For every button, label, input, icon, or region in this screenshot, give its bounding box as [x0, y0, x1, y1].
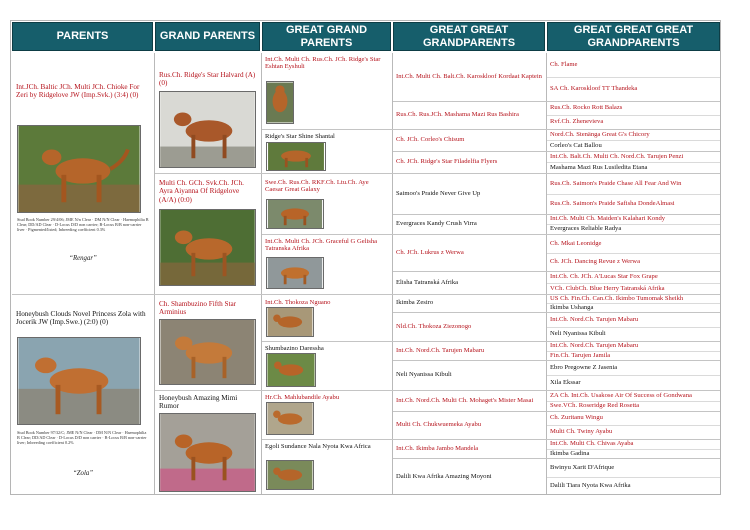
- sire-name: Int.JCh. Baltic JCh. Multi JCh. Chioke For Zeri by Ridgelove JW (Imp.Svk.) (3:4) (0): [16, 83, 140, 100]
- great-grandparent-name: Egoli Sundance Nala Nyota Kwa Africa: [265, 443, 371, 450]
- great-great-grandparent-name: Dalili Kwa Afrika Amazing Moyoni: [396, 472, 492, 480]
- great-great-grandparent-name: Elisha Tatranská Afrika: [396, 278, 459, 286]
- great-great-great-grandparent-name: Mashama Mazi Rus Lusiledita Etana: [550, 163, 648, 171]
- great-great-great-grandparent-name: Bwinyu Xarit D'Afrique: [550, 463, 615, 471]
- great-great-grandparent-name: Saimoo's Praide Never Give Up: [396, 189, 481, 197]
- grandparent-photo: [159, 91, 256, 168]
- great-great-great-grandparent-name: Int.Ch. Multi Ch. Maiden's Kalahari Kondy: [550, 215, 666, 223]
- great-grandparent-photo: [266, 353, 316, 387]
- great-great-grandparent-name: Multi Ch. Chukwuemeka Ayabu: [396, 421, 482, 429]
- dog-photo-icon: [160, 320, 255, 384]
- great-great-great-grandparent-name: Ch. JCh. Dancing Revue z Werwa: [550, 258, 640, 266]
- header-great-grand-parents: GREAT GRAND PARENTS: [262, 22, 391, 51]
- dog-photo-icon: [267, 403, 313, 434]
- header-parents: PARENTS: [12, 22, 153, 51]
- great-grandparent-photo: [266, 81, 294, 124]
- great-grandparent-name: Swe.Ch. Rus.Ch. RKF.Ch. Ltu.Ch. Aye Caesar Great Galaxy: [265, 179, 369, 194]
- dog-photo-icon: [18, 126, 140, 212]
- great-great-grandparent-name: Rus.Ch. Rus.JCh. Mashama Mazi Rus Bashira: [396, 111, 519, 119]
- great-grandparent-photo: [266, 307, 314, 337]
- great-great-great-grandparent-name: Nord.Ch. Stenänga Great G's Chicory: [550, 130, 650, 138]
- dog-photo-icon: [267, 143, 325, 170]
- great-great-grandparent-name: Ikimba Zesiro: [396, 299, 434, 307]
- great-great-grandparent-name: Ch. JCh. Ridge's Star Filadelfia Flyers: [396, 158, 498, 166]
- great-grandparent-photo: [266, 199, 324, 229]
- grandparent-photo: [159, 413, 256, 492]
- great-great-grandparent-name: Int.Ch. Multi Ch. Balt.Ch. Karoskloof Kordaat Kaptein: [396, 73, 542, 81]
- great-great-grandparent-name: Int.Ch. Nord.Ch. Tarujen Mabaru: [396, 346, 485, 354]
- great-great-grandparent-name: Evergraces Kandy Crush Virra: [396, 220, 477, 228]
- great-great-great-grandparent-name: ZA Ch. Int.Ch. Usakose Air Of Success of Gondwana: [550, 391, 692, 399]
- great-great-great-grandparent-name: Rus.Ch. Rocko Rott Balazs: [550, 104, 623, 112]
- grandparent-photo: [159, 319, 256, 385]
- grandparent-name: Multi Ch. GCh. Svk.Ch. JCh. Ayra Aiyanna Of Ridgelove (A/A) (0:0): [159, 179, 244, 204]
- great-great-great-grandparent-name: SA Ch. Karoskloof TT Thandeka: [550, 85, 638, 93]
- great-great-great-grandparent-name: Evergraces Reliable Radya: [550, 225, 622, 233]
- great-great-great-grandparent-name: Int.Ch. Nord.Ch. Tarujen Mabaru: [550, 315, 639, 323]
- header-grand-parents: GRAND PARENTS: [155, 22, 260, 51]
- great-great-great-grandparent-name: Int.Ch. Balt.Ch. Multi Ch. Nord.Ch. Tarujen Penzi: [550, 152, 684, 160]
- great-great-great-grandparent-name: Rvf.Ch. Zhenevieva: [550, 118, 604, 126]
- dam-nickname: “Zola”: [72, 470, 94, 477]
- dog-photo-icon: [267, 308, 313, 336]
- dam-photo: [17, 337, 141, 425]
- dog-photo-icon: [18, 338, 140, 424]
- great-great-great-grandparent-name: Int.Ch. Nord.Ch. Tarujen Mabaru: [550, 342, 639, 350]
- great-great-great-grandparent-name: VCh. ClubCh. Blue Herry Tatranská Afrika: [550, 284, 665, 292]
- great-great-grandparent-name: Int.Ch. Ikimba Jambo Mandela: [396, 444, 479, 452]
- great-great-great-grandparent-name: Ch. Flame: [550, 61, 578, 69]
- great-great-great-grandparent-name: Dalili Tiara Nyota Kwa Afrika: [550, 482, 631, 490]
- sire-photo: [17, 125, 141, 213]
- great-great-great-grandparent-name: Fin.Ch. Tarujen Jamila: [550, 351, 611, 359]
- great-great-great-grandparent-name: Ikimba Ushanga: [550, 303, 594, 311]
- great-great-grandparent-name: Nld.Ch. Thokoza Ziezonogo: [396, 322, 472, 330]
- grandparent-name: Ch. Shambuzino Fifth Star Arminius: [159, 300, 237, 317]
- dam-name: Honeybush Clouds Novel Princess Zola with Jocerik JW (Imp.Swe.) (2:0) (0): [16, 310, 146, 327]
- great-great-grandparent-name: Ch. JCh. Corleo's Chisum: [396, 136, 465, 144]
- great-great-great-grandparent-name: Xila Ekssar: [550, 378, 581, 386]
- great-great-great-grandparent-name: Int.Ch. Multi Ch. Chivas Ayaba: [550, 440, 634, 448]
- dog-photo-icon: [160, 414, 255, 491]
- dog-photo-icon: [267, 258, 323, 288]
- great-grandparent-photo: [266, 142, 326, 171]
- great-grandparent-photo: [266, 460, 314, 490]
- great-great-great-grandparent-name: Ch. Mkai Leonidge: [550, 239, 602, 247]
- great-great-great-grandparent-name: Neli Nyanissa Kibuli: [550, 330, 606, 338]
- great-great-great-grandparent-name: Ikimba Gadina: [550, 449, 590, 457]
- grandparent-name: Rus.Ch. Ridge's Star Halvard (A) (0): [159, 71, 256, 88]
- great-grandparent-photo: [266, 402, 314, 435]
- great-great-great-grandparent-name: Int.Ch. Ch. JCh. A'Lucas Star Fox Grape: [550, 273, 658, 281]
- great-grandparent-name: Hr.Ch. Mahlubandile Ayabu: [265, 394, 340, 401]
- great-great-grandparent-name: Neli Nyanissa Kibuli: [396, 371, 452, 379]
- great-great-great-grandparent-name: Ch. Zuritanu Wingu: [550, 414, 603, 422]
- dog-photo-icon: [267, 82, 293, 123]
- dog-photo-icon: [267, 461, 313, 489]
- great-grandparent-name: Int.Ch. Multi Ch. Rus.Ch. JCh. Ridge's Star Eshtan Eyshuli: [265, 56, 381, 71]
- great-great-great-grandparent-name: Rus.Ch. Saimon's Praide Safisha DondeAlmasi: [550, 200, 675, 208]
- great-great-great-grandparent-name: Corleo's Cat Ballou: [550, 141, 602, 149]
- great-grandparent-photo: [266, 257, 324, 289]
- sire-nickname: “Rengar”: [69, 255, 97, 262]
- great-great-grandparent-name: Ch. JCh. Lukrus z Werwa: [396, 248, 464, 256]
- great-great-great-grandparent-name: US Ch. Fin.Ch. Can.Ch. Ikimbo Tumomak Sheikh: [550, 294, 684, 302]
- grandparent-photo: [159, 209, 256, 286]
- dam-info: Stud Book Number 97/32/C; JME N/N Clear · DM N/N Clear · Haemophilia B Clear; DD/AD Clear · D-Locus D/D non carrier · B-Locus B/B non-carrier liver; Inbreeding coefficient 0.2%: [17, 430, 147, 445]
- pedigree-chart: [10, 20, 721, 495]
- sire-info: Stud Book Number 29/4/06; JME N/n Clear · DM N/N Clear · Haemophilia B Clear; DD/AD Clear · D-Locus D/D non carrier; B-Locus B/B non-carrier liver · Pigmented/listed; Inbreeding coefficient 0.3%: [17, 217, 149, 232]
- great-grandparent-name: Int.Ch. Multi Ch. JCh. Graceful G Gelisha Tatranska Afrika: [265, 238, 378, 253]
- dog-photo-icon: [160, 92, 255, 167]
- great-great-great-grandparent-name: Ebro Pregowne Z Jasenia: [550, 363, 618, 371]
- great-great-great-grandparent-name: Swe.VCh. Roseridge Red Rosetta: [550, 402, 640, 410]
- dog-photo-icon: [160, 210, 255, 285]
- grandparent-name: Honeybush Amazing Mimi Rumor: [159, 394, 238, 411]
- dog-photo-icon: [267, 200, 323, 228]
- great-great-great-grandparent-name: Rus.Ch. Saimon's Praide Chase All Fear And Win: [550, 179, 682, 187]
- great-grandparent-name: Shumbazino Daressha: [265, 345, 324, 352]
- great-grandparent-name: Int.Ch. Thokoza Nguano: [265, 299, 331, 306]
- dog-photo-icon: [267, 354, 315, 386]
- great-great-great-grandparent-name: Multi Ch. Twiny Ayabu: [550, 428, 613, 436]
- great-great-grandparent-name: Int.Ch. Nord.Ch. Multi Ch. Mohaget's Mister Masai: [396, 396, 534, 404]
- header-great-great-grandparents: GREAT GREAT GRANDPARENTS: [393, 22, 545, 51]
- great-grandparent-name: Ridge's Star Shine Shantal: [265, 133, 335, 140]
- header-great-great-great-grandparents: GREAT GREAT GREAT GRANDPARENTS: [547, 22, 720, 51]
